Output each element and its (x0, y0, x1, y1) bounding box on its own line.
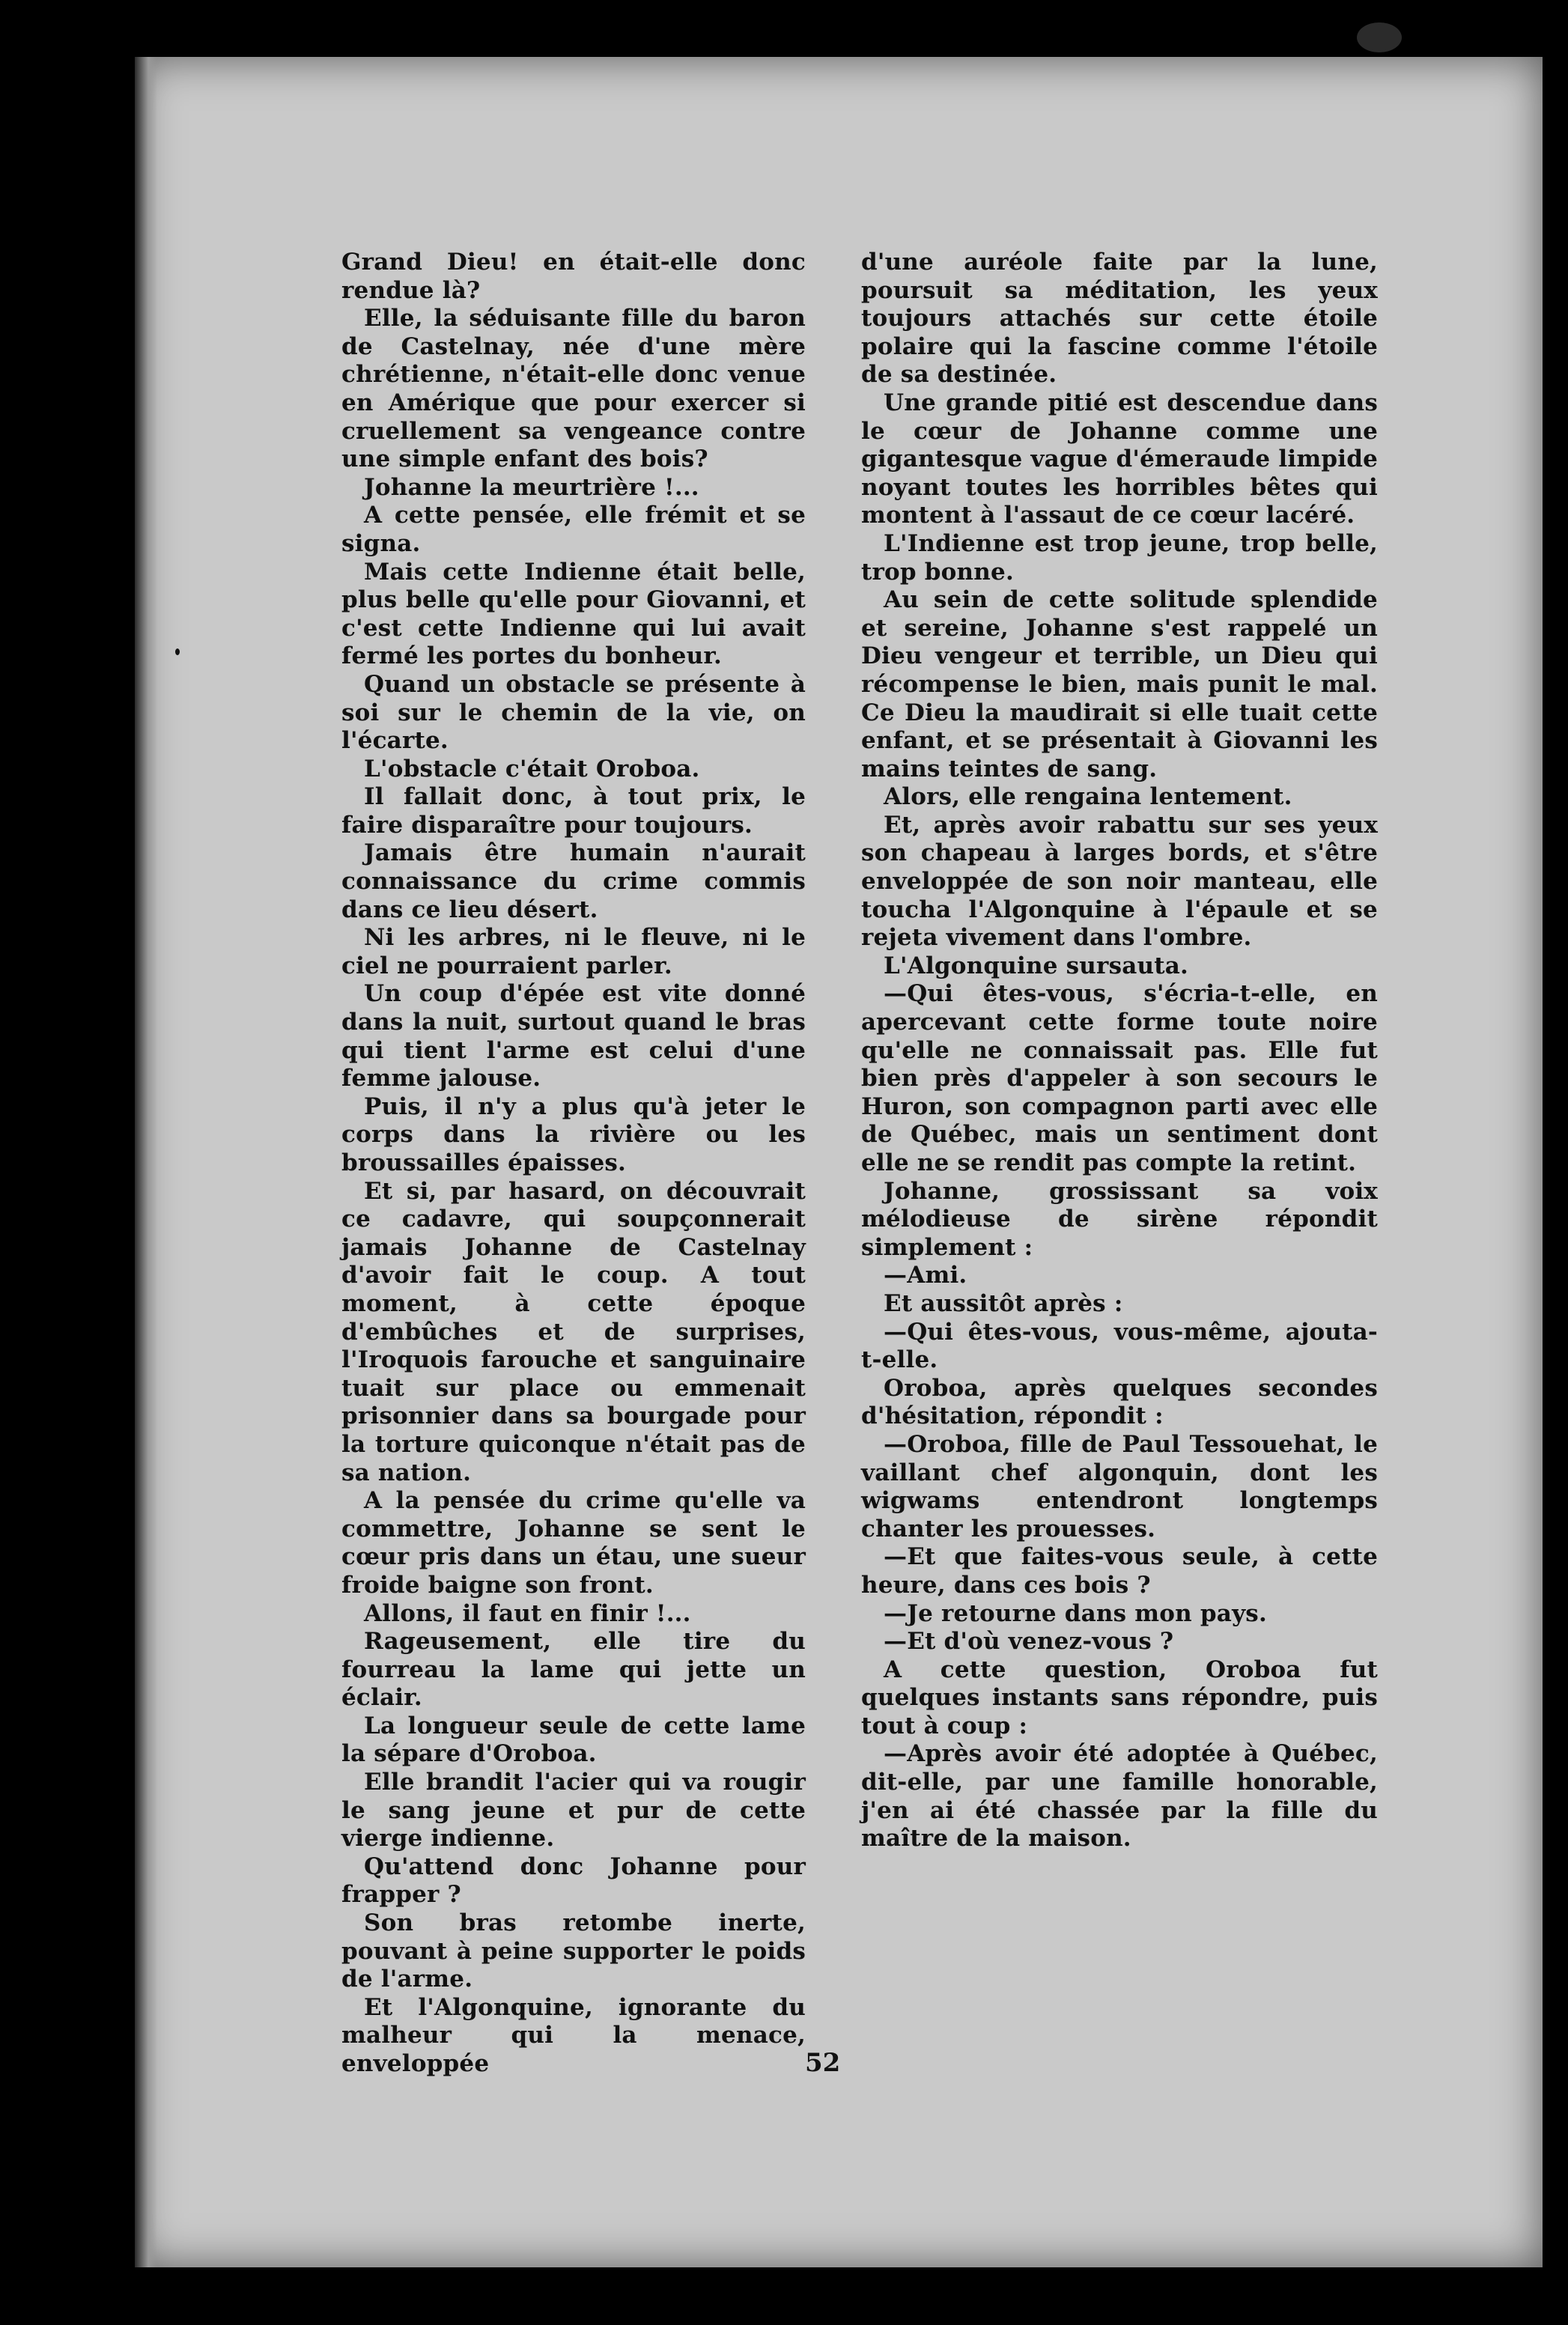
paragraph: Et si, par hasard, on découvrait ce cadavre, qui soupçonnerait jamais Johanne de Castelnay d'avoir fait le coup. A tout moment, à cette époque d'embûches et de surprises, l'Iroquois farouche et sanguinaire tuait sur place ou emmenait prisonnier dans sa bourgade pour la torture quiconque n'était pas de sa nation. (341, 1177, 806, 1486)
paragraph: Johanne, grossissant sa voix mélodieuse de sirène répondit simplement : (861, 1177, 1378, 1261)
paragraph: A cette question, Oroboa fut quelques instants sans répondre, puis tout à coup : (861, 1656, 1378, 1739)
paragraph: L'Algonquine sursauta. (884, 952, 1189, 979)
scan-speck (175, 648, 180, 655)
paragraph: La longueur seule de cette lame la sépare d'Oroboa. (341, 1712, 806, 1768)
paragraph: Au sein de cette solitude splendide et sereine, Johanne s'est rappelé un Dieu vengeur et terrible, un Dieu qui récompense le bien, mais punit le mal. Ce Dieu la maudirait si elle tuait cette enfant, et se présentait à Giovanni les mains teintes de sang. (861, 586, 1378, 782)
paragraph: A la pensée du crime qu'elle va commettre, Johanne se sent le cœur pris dans un étau, une sueur froide baigne son front. (341, 1487, 806, 1599)
paragraph: —Je retourne dans mon pays. (884, 1599, 1267, 1627)
right-text-column (861, 249, 1378, 1853)
paragraph: Et aussitôt après : (884, 1289, 1123, 1317)
paragraph: Rageusement, elle tire du fourreau la lame qui jette un éclair. (341, 1628, 806, 1712)
paragraph: Et, après avoir rabattu sur ses yeux son chapeau à larges bords, et s'être enveloppée de son noir manteau, elle toucha l'Algonquine à l'épaule et se rejeta vivement dans l'ombre. (861, 811, 1378, 952)
paragraph: —Et d'où venez-vous ? (884, 1628, 1174, 1656)
page-number: 52 (805, 2048, 841, 2078)
paragraph: Johanne la meurtrière !... (364, 473, 699, 501)
paragraph: —Qui êtes-vous, vous-même, ajouta-t-elle. (861, 1318, 1378, 1374)
paragraph: Alors, elle rengaina lentement. (884, 783, 1292, 811)
paragraph: L'obstacle c'était Oroboa. (364, 755, 700, 782)
paragraph: —Oroboa, fille de Paul Tessouehat, le vaillant chef algonquin, dont les wigwams entendront longtemps chanter les prouesses. (861, 1430, 1378, 1543)
page-edge-shadow (135, 57, 157, 2267)
paragraph: —Après avoir été adoptée à Québec, dit-elle, par une famille honorable, j'en ai été chassée par la fille du maître de la maison. (861, 1740, 1378, 1853)
paragraph: Allons, il faut en finir !... (364, 1599, 691, 1627)
paragraph: Mais cette Indienne était belle, plus belle qu'elle pour Giovanni, et c'est cette Indienne qui lui avait fermé les portes du bonheur. (341, 558, 806, 670)
paragraph: Et l'Algonquine, ignorante du malheur qui la menace, enveloppée (341, 1993, 806, 2077)
paragraph: d'une auréole faite par la lune, poursuit sa méditation, les yeux toujours attachés sur cette étoile polaire qui la fascine comme l'étoile de sa destinée. (861, 249, 1378, 389)
paragraph: Qu'attend donc Johanne pour frapper ? (341, 1853, 806, 1909)
paragraph: Un coup d'épée est vite donné dans la nuit, surtout quand le bras qui tient l'arme est celui d'une femme jalouse. (341, 980, 806, 1092)
paragraph: L'Indienne est trop jeune, trop belle, trop bonne. (861, 529, 1378, 586)
paragraph: —Ami. (884, 1262, 967, 1289)
paragraph: A cette pensée, elle frémit et se signa. (341, 502, 806, 557)
paragraph: Grand Dieu! en était-elle donc rendue là? (341, 249, 806, 304)
paragraph: —Qui êtes-vous, s'écria-t-elle, en apercevant cette forme toute noire qu'elle ne connaissait pas. Elle fut bien près d'appeler à son secours le Huron, son compagnon parti avec elle de Québec, mais un sentiment dont elle ne se rendit pas compte la retint. (861, 980, 1378, 1176)
paragraph: Jamais être humain n'aurait connaissance du crime commis dans ce lieu désert. (341, 839, 806, 923)
paragraph: Une grande pitié est descendue dans le cœur de Johanne comme une gigantesque vague d'émeraude limpide noyant toutes les horribles bêtes qui montent à l'assaut de ce cœur lacéré. (861, 389, 1378, 529)
paragraph: Quand un obstacle se présente à soi sur le chemin de la vie, on l'écarte. (341, 670, 806, 755)
paragraph: Elle brandit l'acier qui va rougir le sang jeune et pur de cette vierge indienne. (341, 1769, 806, 1853)
paragraph: Puis, il n'y a plus qu'à jeter le corps dans la rivière ou les broussailles épaisses. (341, 1092, 806, 1176)
paragraph: Ni les arbres, ni le fleuve, ni le ciel ne pourraient parler. (341, 924, 806, 979)
paragraph: Son bras retombe inerte, pouvant à peine supporter le poids de l'arme. (341, 1909, 806, 1993)
paragraph: Il fallait donc, à tout prix, le faire disparaître pour toujours. (341, 783, 806, 839)
left-text-column (341, 249, 806, 2079)
paragraph: Oroboa, après quelques secondes d'hésitation, répondit : (861, 1374, 1378, 1430)
scan-speck (1357, 22, 1402, 52)
paragraph: Elle, la séduisante fille du baron de Castelnay, née d'une mère chrétienne, n'était-elle donc venue en Amérique que pour exercer si cruellement sa vengeance contre une simple enfant des bois? (341, 305, 806, 473)
paragraph: —Et que faites-vous seule, à cette heure, dans ces bois ? (861, 1543, 1378, 1599)
